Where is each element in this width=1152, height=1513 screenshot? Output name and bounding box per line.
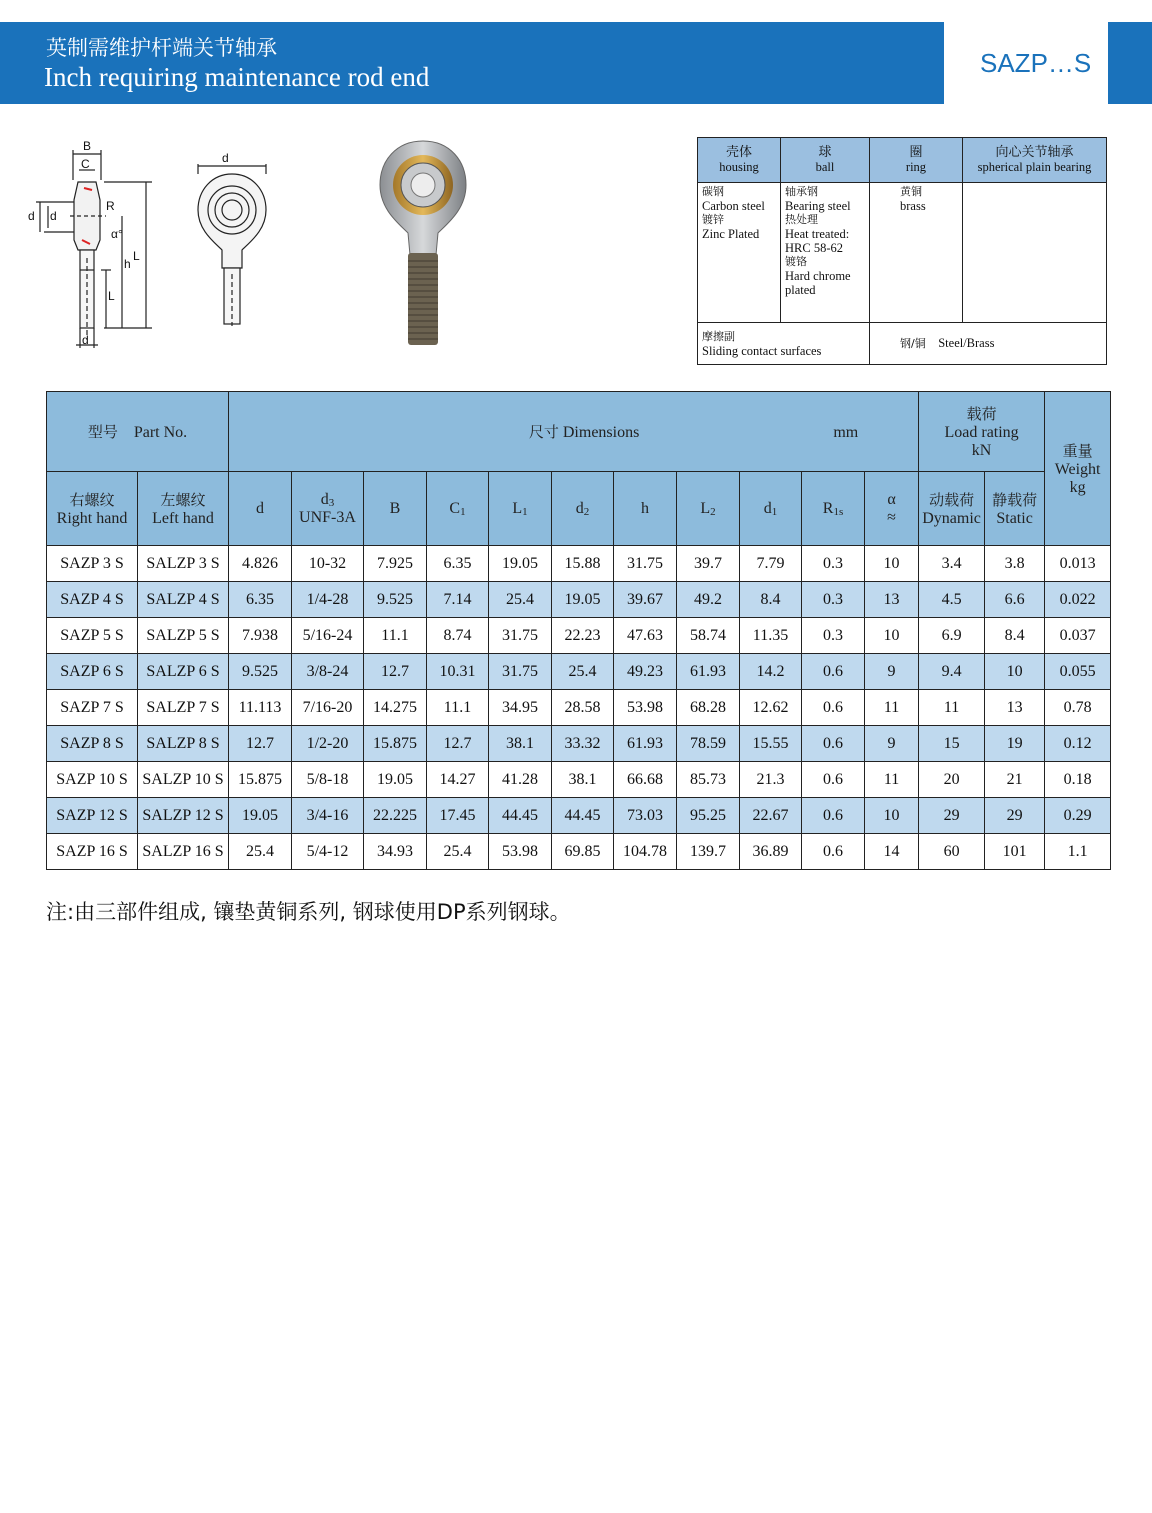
cell-B: 12.7 — [364, 654, 427, 690]
cell-d2: 25.4 — [552, 654, 614, 690]
cell-L1: 31.75 — [489, 618, 552, 654]
load-rating-header: 载荷 Load rating kN — [919, 392, 1045, 472]
cell-dynamic: 29 — [919, 798, 985, 834]
table-row — [47, 618, 1111, 654]
cell-h: 39.67 — [614, 582, 677, 618]
mat-ring-cell: 黄铜 brass — [870, 183, 963, 323]
cell-dynamic: 20 — [919, 762, 985, 798]
col-C1: C1 — [427, 472, 489, 546]
cell-R1s: 0.6 — [802, 834, 865, 870]
mat-sliding-label: 摩擦副 Sliding contact surfaces — [698, 323, 870, 365]
header-accent — [1108, 22, 1152, 104]
cell-d3: 3/8-24 — [292, 654, 364, 690]
cell-R1s: 0.3 — [802, 546, 865, 582]
cell-alpha: 10 — [865, 798, 919, 834]
table-row — [47, 654, 1111, 690]
cell-alpha: 10 — [865, 546, 919, 582]
cell-d3: 5/8-18 — [292, 762, 364, 798]
cell-L2: 139.7 — [677, 834, 740, 870]
cell-R1s: 0.3 — [802, 582, 865, 618]
label-L2: L — [133, 249, 140, 263]
cell-h: 53.98 — [614, 690, 677, 726]
label-L1: L — [108, 289, 115, 303]
page-title-en: Inch requiring maintenance rod end — [44, 62, 430, 92]
table-row — [47, 546, 1111, 582]
table-row — [47, 690, 1111, 726]
cell-d: 11.113 — [229, 690, 292, 726]
cell-d: 25.4 — [229, 834, 292, 870]
cell-alpha: 9 — [865, 654, 919, 690]
cell-weight: 0.18 — [1045, 762, 1111, 798]
cell-L1: 25.4 — [489, 582, 552, 618]
cell-left-hand: SALZP 5 S — [138, 618, 229, 654]
cell-h: 49.23 — [614, 654, 677, 690]
cell-alpha: 13 — [865, 582, 919, 618]
cell-L2: 78.59 — [677, 726, 740, 762]
cell-dynamic: 9.4 — [919, 654, 985, 690]
cell-h: 61.93 — [614, 726, 677, 762]
cell-L1: 44.45 — [489, 798, 552, 834]
mat-header-bearing: 向心关节轴承 spherical plain bearing — [963, 138, 1107, 183]
table-row — [47, 762, 1111, 798]
cell-d1: 12.62 — [740, 690, 802, 726]
cell-right-hand: SAZP 10 S — [47, 762, 138, 798]
label-d2: d — [222, 151, 229, 165]
cell-L1: 53.98 — [489, 834, 552, 870]
cell-dynamic: 6.9 — [919, 618, 985, 654]
cell-dynamic: 4.5 — [919, 582, 985, 618]
cell-C1: 7.14 — [427, 582, 489, 618]
cell-d: 12.7 — [229, 726, 292, 762]
cell-static: 3.8 — [985, 546, 1045, 582]
cell-right-hand: SAZP 3 S — [47, 546, 138, 582]
cell-right-hand: SAZP 5 S — [47, 618, 138, 654]
cell-static: 29 — [985, 798, 1045, 834]
col-d3: d3 UNF-3A — [292, 472, 364, 546]
cell-alpha: 10 — [865, 618, 919, 654]
cell-weight: 0.29 — [1045, 798, 1111, 834]
side-view-drawing — [26, 140, 166, 355]
cell-left-hand: SALZP 10 S — [138, 762, 229, 798]
mat-header-ring: 圈 ring — [870, 138, 963, 183]
cell-static: 8.4 — [985, 618, 1045, 654]
cell-L2: 68.28 — [677, 690, 740, 726]
cell-h: 66.68 — [614, 762, 677, 798]
cell-static: 101 — [985, 834, 1045, 870]
cell-L1: 38.1 — [489, 726, 552, 762]
cell-h: 104.78 — [614, 834, 677, 870]
cell-right-hand: SAZP 16 S — [47, 834, 138, 870]
front-view-drawing — [188, 148, 278, 328]
cell-static: 10 — [985, 654, 1045, 690]
label-alpha: α° — [111, 227, 123, 241]
cell-right-hand: SAZP 8 S — [47, 726, 138, 762]
label-d1: d — [28, 209, 35, 223]
cell-static: 13 — [985, 690, 1045, 726]
cell-d2: 28.58 — [552, 690, 614, 726]
col-B: B — [364, 472, 427, 546]
cell-left-hand: SALZP 16 S — [138, 834, 229, 870]
cell-B: 15.875 — [364, 726, 427, 762]
cell-d3: 10-32 — [292, 546, 364, 582]
cell-R1s: 0.6 — [802, 762, 865, 798]
cell-d3: 5/16-24 — [292, 618, 364, 654]
cell-L2: 39.7 — [677, 546, 740, 582]
rod-end-photo — [368, 137, 478, 349]
cell-d1: 8.4 — [740, 582, 802, 618]
cell-weight: 0.12 — [1045, 726, 1111, 762]
cell-L2: 85.73 — [677, 762, 740, 798]
cell-d1: 14.2 — [740, 654, 802, 690]
cell-C1: 8.74 — [427, 618, 489, 654]
cell-B: 9.525 — [364, 582, 427, 618]
table-row — [47, 726, 1111, 762]
col-d: d — [229, 472, 292, 546]
cell-d1: 22.67 — [740, 798, 802, 834]
col-L1: L1 — [489, 472, 552, 546]
dimensions-header: 尺寸 Dimensions mm — [229, 392, 919, 472]
col-R1s: R1s — [802, 472, 865, 546]
cell-C1: 14.27 — [427, 762, 489, 798]
cell-d1: 21.3 — [740, 762, 802, 798]
col-d1: d1 — [740, 472, 802, 546]
cell-weight: 0.055 — [1045, 654, 1111, 690]
cell-d1: 15.55 — [740, 726, 802, 762]
cell-alpha: 9 — [865, 726, 919, 762]
cell-weight: 1.1 — [1045, 834, 1111, 870]
cell-L1: 34.95 — [489, 690, 552, 726]
cell-d: 7.938 — [229, 618, 292, 654]
cell-d2: 33.32 — [552, 726, 614, 762]
cell-R1s: 0.3 — [802, 618, 865, 654]
cell-alpha: 11 — [865, 762, 919, 798]
cell-weight: 0.022 — [1045, 582, 1111, 618]
cell-B: 7.925 — [364, 546, 427, 582]
cell-B: 34.93 — [364, 834, 427, 870]
cell-d2: 69.85 — [552, 834, 614, 870]
cell-left-hand: SALZP 4 S — [138, 582, 229, 618]
col-alpha: α ≈ — [865, 472, 919, 546]
cell-d: 19.05 — [229, 798, 292, 834]
cell-d3: 1/4-28 — [292, 582, 364, 618]
cell-weight: 0.013 — [1045, 546, 1111, 582]
cell-right-hand: SAZP 7 S — [47, 690, 138, 726]
cell-d: 15.875 — [229, 762, 292, 798]
cell-R1s: 0.6 — [802, 798, 865, 834]
cell-B: 14.275 — [364, 690, 427, 726]
cell-static: 21 — [985, 762, 1045, 798]
weight-header: 重量 Weight kg — [1045, 392, 1111, 546]
cell-C1: 6.35 — [427, 546, 489, 582]
cell-R1s: 0.6 — [802, 690, 865, 726]
header-bar — [0, 22, 944, 104]
cell-right-hand: SAZP 12 S — [47, 798, 138, 834]
cell-h: 47.63 — [614, 618, 677, 654]
mat-sliding-value: 钢/铜 Steel/Brass — [870, 323, 1107, 365]
cell-R1s: 0.6 — [802, 726, 865, 762]
cell-alpha: 14 — [865, 834, 919, 870]
cell-d3: 7/16-20 — [292, 690, 364, 726]
cell-dynamic: 11 — [919, 690, 985, 726]
part-no-header: 型号 Part No. — [47, 392, 229, 472]
cell-R1s: 0.6 — [802, 654, 865, 690]
col-d2: d2 — [552, 472, 614, 546]
cell-B: 19.05 — [364, 762, 427, 798]
cell-left-hand: SALZP 8 S — [138, 726, 229, 762]
cell-d3: 5/4-12 — [292, 834, 364, 870]
cell-L1: 19.05 — [489, 546, 552, 582]
cell-d1: 11.35 — [740, 618, 802, 654]
label-d3: d — [82, 333, 89, 347]
label-B: B — [83, 140, 92, 153]
cell-left-hand: SALZP 3 S — [138, 546, 229, 582]
cell-dynamic: 60 — [919, 834, 985, 870]
cell-d3: 1/2-20 — [292, 726, 364, 762]
mat-bearing-cell — [963, 183, 1107, 323]
cell-d: 4.826 — [229, 546, 292, 582]
cell-d: 9.525 — [229, 654, 292, 690]
materials-table — [697, 137, 1107, 365]
cell-weight: 0.037 — [1045, 618, 1111, 654]
cell-dynamic: 15 — [919, 726, 985, 762]
cell-left-hand: SALZP 12 S — [138, 798, 229, 834]
cell-static: 6.6 — [985, 582, 1045, 618]
cell-d3: 3/4-16 — [292, 798, 364, 834]
cell-static: 19 — [985, 726, 1045, 762]
footnote: 注:由三部件组成, 镶垫黄铜系列, 钢球使用DP系列钢球。 — [46, 900, 571, 924]
cell-d2: 22.23 — [552, 618, 614, 654]
cell-d: 6.35 — [229, 582, 292, 618]
cell-d1: 36.89 — [740, 834, 802, 870]
cell-h: 73.03 — [614, 798, 677, 834]
mat-header-housing: 壳体 housing — [698, 138, 781, 183]
col-dynamic: 动载荷 Dynamic — [919, 472, 985, 546]
cell-right-hand: SAZP 4 S — [47, 582, 138, 618]
cell-L2: 61.93 — [677, 654, 740, 690]
cell-C1: 12.7 — [427, 726, 489, 762]
cell-left-hand: SALZP 6 S — [138, 654, 229, 690]
cell-L1: 31.75 — [489, 654, 552, 690]
col-L2: L2 — [677, 472, 740, 546]
table-row — [47, 582, 1111, 618]
table-row — [47, 834, 1111, 870]
cell-C1: 10.31 — [427, 654, 489, 690]
dimensions-table — [46, 391, 1111, 870]
table-row — [47, 798, 1111, 834]
cell-d1: 7.79 — [740, 546, 802, 582]
cell-B: 22.225 — [364, 798, 427, 834]
cell-weight: 0.78 — [1045, 690, 1111, 726]
mat-housing-cell: 碳钢 Carbon steel 镀锌 Zinc Plated — [698, 183, 781, 323]
cell-C1: 25.4 — [427, 834, 489, 870]
cell-left-hand: SALZP 7 S — [138, 690, 229, 726]
cell-B: 11.1 — [364, 618, 427, 654]
label-d: d — [50, 209, 57, 223]
page-title-cn: 英制需维护杆端关节轴承 — [46, 36, 277, 60]
series-code: SAZP…S — [980, 48, 1092, 78]
label-h: h — [124, 257, 131, 271]
cell-d2: 19.05 — [552, 582, 614, 618]
cell-h: 31.75 — [614, 546, 677, 582]
label-C1: C — [81, 157, 90, 171]
cell-L2: 49.2 — [677, 582, 740, 618]
col-static: 静载荷 Static — [985, 472, 1045, 546]
cell-alpha: 11 — [865, 690, 919, 726]
cell-d2: 38.1 — [552, 762, 614, 798]
cell-L2: 58.74 — [677, 618, 740, 654]
right-hand-header: 右螺纹 Right hand — [47, 472, 138, 546]
cell-C1: 17.45 — [427, 798, 489, 834]
col-h: h — [614, 472, 677, 546]
mat-header-ball: 球 ball — [781, 138, 870, 183]
cell-L1: 41.28 — [489, 762, 552, 798]
cell-C1: 11.1 — [427, 690, 489, 726]
cell-L2: 95.25 — [677, 798, 740, 834]
cell-dynamic: 3.4 — [919, 546, 985, 582]
cell-d2: 44.45 — [552, 798, 614, 834]
cell-d2: 15.88 — [552, 546, 614, 582]
cell-right-hand: SAZP 6 S — [47, 654, 138, 690]
left-hand-header: 左螺纹 Left hand — [138, 472, 229, 546]
mat-ball-cell: 轴承钢 Bearing steel 热处理 Heat treated: HRC 58-62 镀铬 Hard chrome plated — [781, 183, 870, 323]
label-R1s: R — [106, 199, 115, 213]
